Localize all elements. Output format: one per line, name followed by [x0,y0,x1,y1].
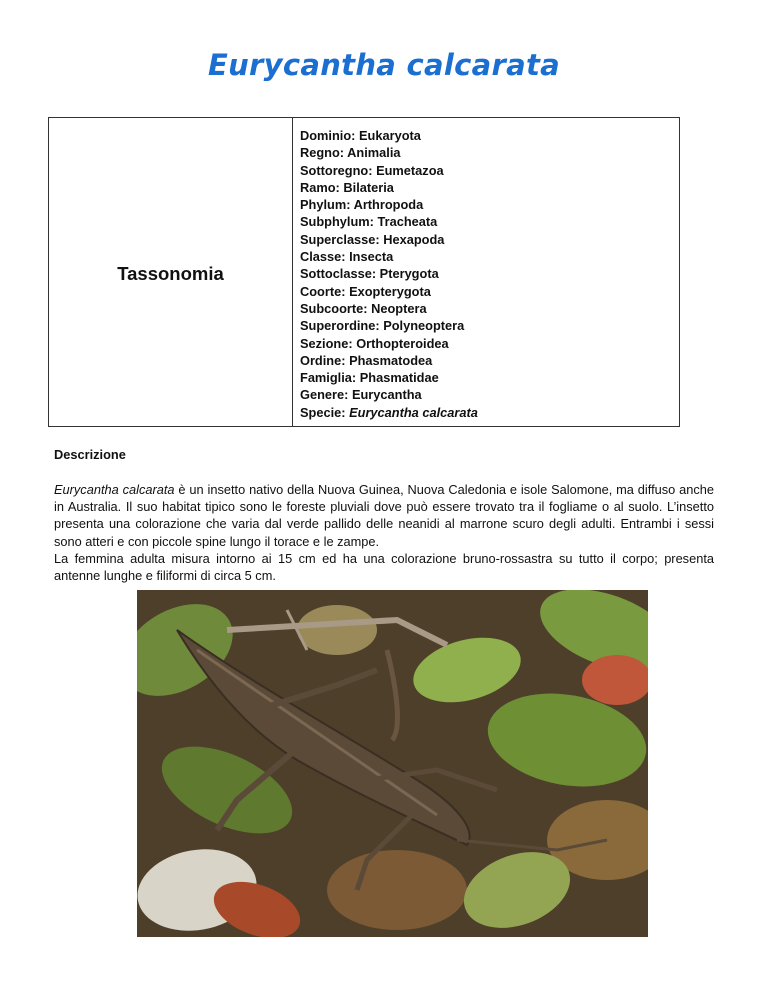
taxonomy-row [300,127,679,144]
taxonomy-row-label: Specie: [300,404,346,420]
taxonomy-row-value: Exopterygota [349,283,431,299]
taxonomy-row-value: Orthopteroidea [356,335,449,351]
description-paragraph-1-body: è un insetto nativo della Nuova Guinea, Nuova Caledonia e isole Salomone, ma diffuso anche in Australia. Il suo habitat tipico sono le foreste pluviali dove può essere trovato tra il fogliame o al suolo. L’insetto presenta una colorazione che varia dal verde pallido delle neanidi al marrone scuro degli adulti. Entrambi i sessi sono atteri e con piccole spine lungo il torace e le zampe. [54,482,714,549]
taxonomy-row-value: Eumetazoa [376,162,444,178]
taxonomy-row [300,231,679,248]
taxonomy-row-value: Pterygota [379,266,439,282]
taxonomy-row [300,162,679,179]
taxonomy-row-label: Ordine: [300,352,346,368]
description-paragraph-2: La femmina adulta misura intorno ai 15 cm ed ha una colorazione bruno-rossastra su tutto il corpo; presenta antenne lunghe e filiformi di circa 5 cm. [54,550,714,584]
taxonomy-row-label: Coorte: [300,283,346,299]
page-title: Eurycantha calcarata [207,48,560,82]
description-paragraph-1 [54,481,714,550]
description-heading: Descrizione [54,447,126,462]
taxonomy-row [300,283,679,300]
taxonomy-row-value: Arthropoda [353,197,424,213]
taxonomy-row-label: Subphylum: [300,214,374,230]
taxonomy-row [300,248,679,265]
species-name-italic: Eurycantha calcarata [54,482,175,497]
taxonomy-row-value: Tracheata [377,214,438,230]
taxonomy-row-value: Eurycantha calcarata [349,404,478,420]
taxonomy-row [300,404,679,421]
taxonomy-row [300,265,679,282]
taxonomy-row-label: Subcoorte: [300,300,368,316]
taxonomy-row [300,300,679,317]
taxonomy-row-label: Genere: [300,387,349,403]
taxonomy-row-value: Polyneoptera [383,318,465,334]
taxonomy-row [300,196,679,213]
taxonomy-row-value: Phasmatodea [349,352,433,368]
description-text [54,481,714,584]
taxonomy-row-value: Neoptera [371,300,427,316]
taxonomy-row [300,386,679,403]
taxonomy-row-label: Regno: [300,145,345,161]
taxonomy-row [300,369,679,386]
taxonomy-heading: Tassonomia [117,263,224,284]
taxonomy-row-label: Superclasse: [300,231,380,247]
taxonomy-row [300,352,679,369]
taxonomy-table [48,117,680,427]
taxonomy-row-value: Eukaryota [359,128,421,143]
taxonomy-row-value: Eurycantha [351,387,422,403]
taxonomy-heading-cell [49,118,293,426]
taxonomy-row-label: Sottoclasse: [300,266,377,282]
taxonomy-row-value: Phasmatidae [359,370,439,386]
taxonomy-row [300,179,679,196]
taxonomy-row [300,144,679,161]
taxonomy-row-label: Famiglia: [300,370,357,386]
taxonomy-row-label: Ramo: [300,179,340,195]
taxonomy-row [300,335,679,352]
taxonomy-row-value: Bilateria [343,179,394,195]
taxonomy-row-label: Phylum: [300,197,351,213]
taxonomy-row [300,317,679,334]
taxonomy-row-label: Dominio: [300,128,356,143]
taxonomy-row-value: Animalia [347,145,401,161]
taxonomy-row-label: Classe: [300,249,346,265]
taxonomy-row [300,213,679,230]
taxonomy-row-label: Sezione: [300,335,353,351]
stick-insect-photo [137,590,648,937]
taxonomy-list [293,118,679,426]
taxonomy-row-value: Insecta [349,249,394,265]
taxonomy-row-label: Sottoregno: [300,162,373,178]
taxonomy-row-value: Hexapoda [383,231,445,247]
taxonomy-row-label: Superordine: [300,318,380,334]
